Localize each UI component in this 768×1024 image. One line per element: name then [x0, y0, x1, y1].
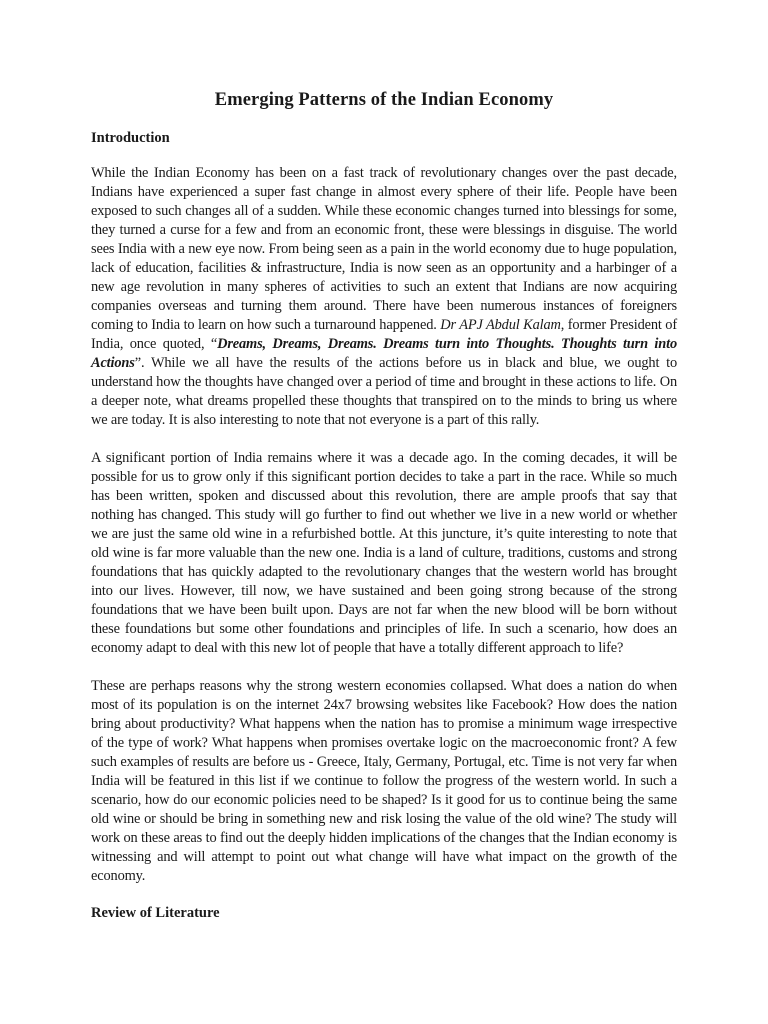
quote-text: Dreams, Dreams, Dreams. Dreams turn into Thoughts. Thoughts turn into Actions — [91, 336, 677, 371]
paragraph-1-text-b: , former President of India, once quoted, “ — [91, 317, 677, 352]
section-heading-introduction: Introduction — [91, 130, 170, 146]
paragraph-2: A significant portion of India remains where it was a decade ago. In the coming decades, it will be possible for us to grow only if this significant portion decides to take a part in the race. While so much has been written, spoken and discussed about this revolution, there are ample proofs that say that nothing has changed. This study will go further to find out whether we live in a new world or whether we are just the same old wine in a refurbished bottle. At this juncture, it’s quite interesting to note that old wine is far more valuable than the new one. India is a land of culture, traditions, customs and strong foundations that has quickly adapted to the revolutionary changes that the western world has brought into our lives. However, till now, we have sustained and been going strong because of the strong foundations that we have been built upon. Days are not far when the new blood will be born without these foundations but some other foundations and principles of life. In such a scenario, how does an economy adapt to deal with this new lot of people that have a totally different approach to life? — [91, 450, 677, 656]
section-heading-review: Review of Literature — [91, 905, 220, 921]
document-title: Emerging Patterns of the Indian Economy — [214, 90, 554, 110]
quote-author: Dr APJ Abdul Kalam — [440, 317, 561, 333]
paragraph-3: These are perhaps reasons why the strong western economies collapsed. What does a nation do when most of its population is on the internet 24x7 browsing websites like Facebook? How does the nation bring about productivity? What happens when the nation has to promise a minimum wage irrespective of the type of work? What happens when promises overtake logic on the macroeconomic front? A few such examples of results are before us - Greece, Italy, Germany, Portugal, etc. Time is not very far when India will be featured in this list if we continue to follow the progress of the western world. In such a scenario, how do our economic policies need to be shaped? Is it good for us to continue being the same old wine or should be bring in something new and risk losing the value of the old wine? The study will work on these areas to find out the deeply hidden implications of the changes that the Indian economy is witnessing and will attempt to point out what change will have what impact on the growth of the economy. — [91, 678, 677, 884]
paragraph-1-text-c: ”. While we all have the results of the actions before us in black and blue, we ought to understand how the thoughts have changed over a period of time and brought in these actions to life. On a deeper note, what dreams propelled these thoughts that transpired on to the minds to bring us where we are today. It is also interesting to note that not everyone is a part of this rally. — [91, 355, 677, 428]
paragraph-1 — [91, 164, 677, 430]
paragraph-1-text-a: While the Indian Economy has been on a fast track of revolutionary changes over the past decade, Indians have experienced a super fast change in almost every sphere of their life. People have been exposed to such changes all of a sudden. While these economic changes turned into blessings for some, they turned a curse for a few and from an economic front, these were blessings in disguise. The world sees India with a new eye now. From being seen as a pain in the world economy due to huge population, lack of education, facilities & infrastructure, India is now seen as an opportunity and a harbinger of a new age revolution in many spheres of activities to such an extent that Indians are now acquiring companies overseas and turning them around. There have been numerous instances of foreigners coming to India to learn on how such a turnaround happened. — [91, 165, 677, 333]
